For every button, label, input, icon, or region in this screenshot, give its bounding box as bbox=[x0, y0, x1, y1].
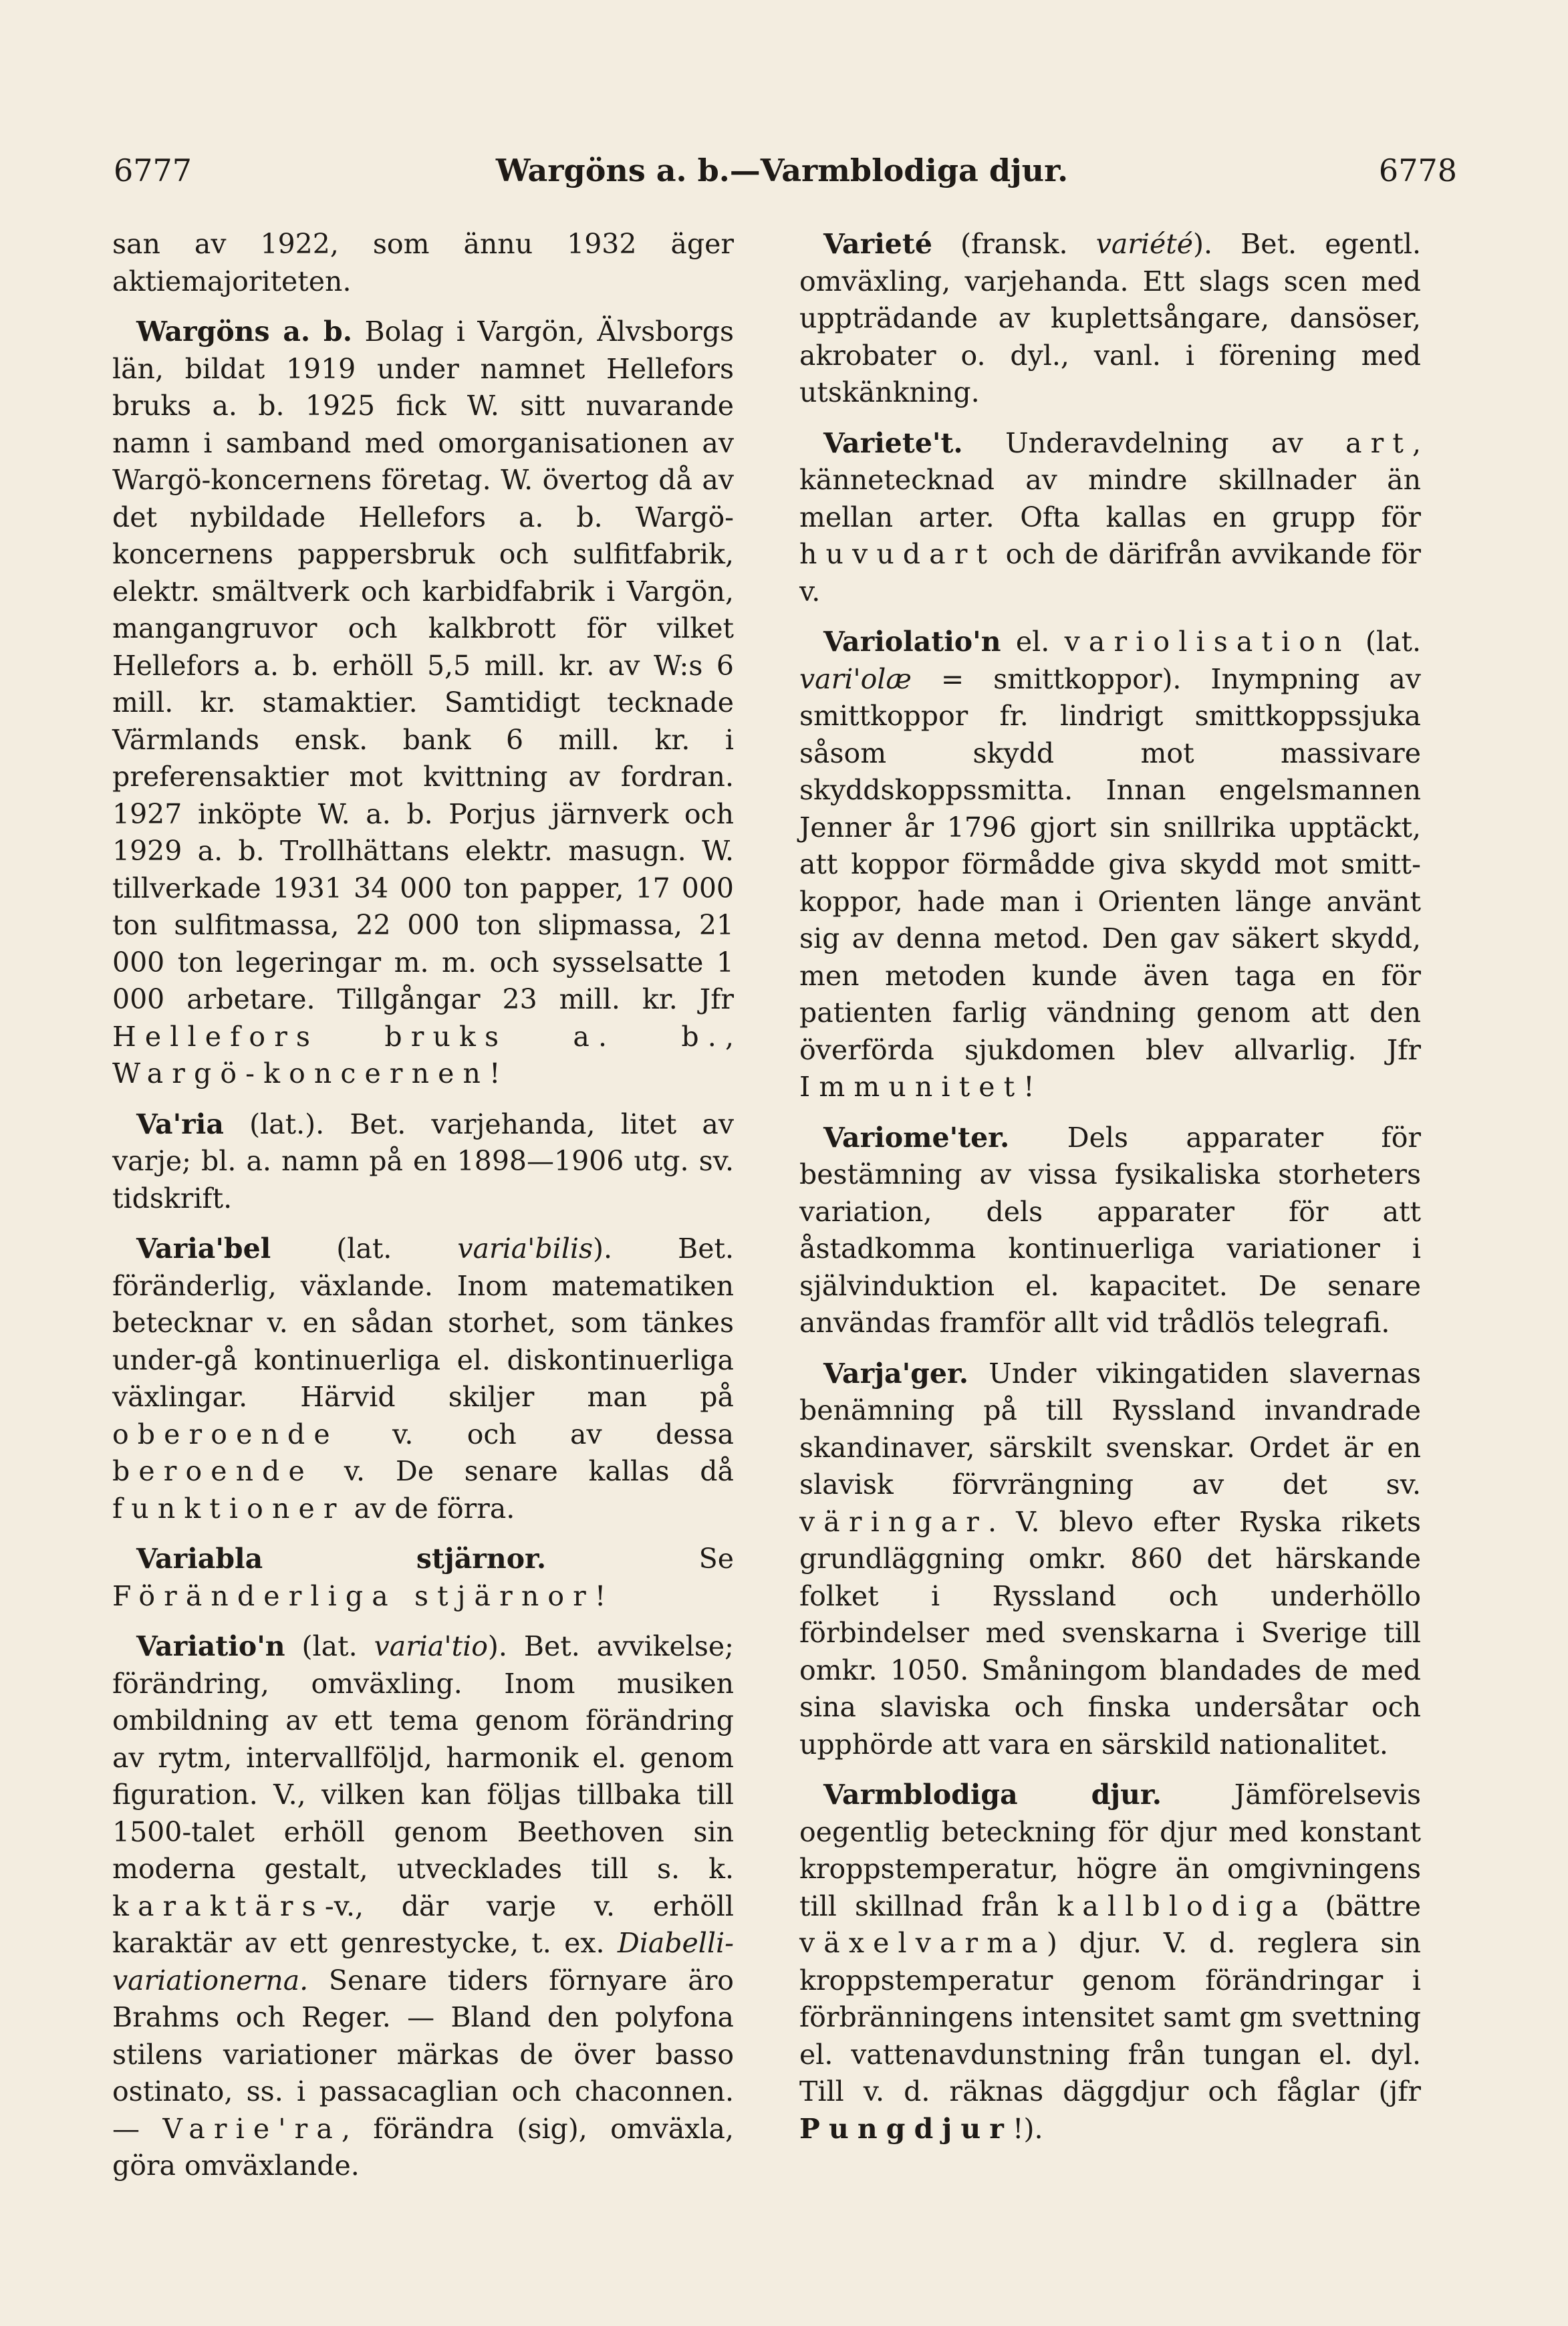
entry-variabel bbox=[112, 1231, 734, 1527]
entry-text: , bbox=[725, 1020, 734, 1053]
page-number-right: 6778 bbox=[1378, 152, 1457, 188]
cross-reference: Wargö-koncernen bbox=[112, 1057, 490, 1089]
entry-text: och de därifrån avvikande för v. bbox=[799, 538, 1421, 608]
headword: Variome'ter. bbox=[823, 1121, 1010, 1154]
headword: Varia'bel bbox=[136, 1233, 271, 1265]
entry-text: san av 1922, som ännu 1932 äger aktiemajoriteten. bbox=[112, 228, 734, 297]
entry-wargons bbox=[112, 313, 734, 1093]
entry-text: Senare tiders förnyare äro Brahms och Reger. — Bland den polyfona stilens variationer märkas de över basso ostinato, ss. i passacaglian och chaconnen. — bbox=[112, 1964, 734, 2145]
entry-text: av de förra. bbox=[345, 1492, 515, 1525]
headword: Variete't. bbox=[823, 426, 963, 459]
entry-text: ! bbox=[1023, 1071, 1035, 1103]
headword: Wargöns a. b. bbox=[136, 315, 352, 348]
entry-text: ) djur. V. d. reglera sin kroppstemperatur genom förändringar i förbränningens intensitet samt gm svettning el. vattenavdunstning från tungan el. dyl. Till v. d. räknas däggdjur och fåglar (jfr bbox=[799, 1927, 1421, 2107]
spaced-term: huvudart bbox=[799, 538, 997, 570]
headword: Varieté bbox=[823, 228, 932, 260]
entry-text: Jämförelsevis oegentlig beteckning för djur med konstant kroppstemperatur, högre än omgivningens till skillnad från bbox=[799, 1779, 1421, 1922]
cross-reference: Immunitet bbox=[799, 1071, 1024, 1103]
entry-text: (lat.). Bet. varjehanda, litet av varje; bl. a. namn på en 1898—1906 utg. sv. tidskrift. bbox=[112, 1108, 734, 1214]
entry-text: (lat. bbox=[1350, 626, 1421, 658]
entry-variation bbox=[112, 1628, 734, 2185]
entry-varmblodiga-djur bbox=[799, 1777, 1421, 2148]
entry-text: = smittkoppor). Inympning av smittkoppor fr. lindrigt smittkoppssjuka såsom skydd mot massivare skyddskoppssmitta. Innan engelsmannen Jenner år 1796 gjort sin snillrika upptäckt, att koppor förmådde giva skydd mot smitt-koppor, hade man i Orienten länge använt sig av denna metod. Den gav säkert skydd, men metoden kunde även taga en för patienten farlig vändning genom att den överförda sjukdomen blev allvarlig. Jfr bbox=[799, 662, 1421, 1066]
italic-term: Diabelli-variationerna. bbox=[112, 1927, 734, 1996]
entry-text: , förändra (sig), omväxla, göra omväxlande. bbox=[112, 2112, 734, 2182]
spaced-term: beroende bbox=[112, 1455, 313, 1487]
running-title: Wargöns a. b.—Varmblodiga djur. bbox=[495, 152, 1069, 188]
entry-text: v. och av dessa bbox=[338, 1418, 734, 1450]
entry-variete bbox=[799, 226, 1421, 412]
cross-reference: Föränderliga stjärnor bbox=[112, 1579, 595, 1612]
headword: Variabla stjärnor. bbox=[136, 1543, 547, 1575]
spaced-term: art bbox=[1345, 426, 1412, 459]
entry-text: ). Bet. egentl. omväxling, varjehanda. Ett slags scen med uppträdande av kuplettsångare, dansöser, akrobater o. dyl., vanl. i förening med utskänkning. bbox=[799, 228, 1422, 408]
entry-text: . V. blevo efter Ryska rikets grundläggning omkr. 860 det härskande folket i Ryssland och underhöllo förbindelser med svenskarna i Sverige till omkr. 1050. Småningom blandades de med sina slaviska och finska undersåtar och upphörde att vara en särskild nationalitet. bbox=[799, 1505, 1421, 1761]
spaced-term: oberoende bbox=[112, 1418, 339, 1450]
french-term: variété bbox=[1095, 228, 1194, 260]
entry-variometer bbox=[799, 1120, 1421, 1342]
entry-text: (lat. bbox=[271, 1233, 458, 1265]
entry-text: Bolag i Vargön, Älvsborgs län, bildat 1919 under namnet Hellefors bruks a. b. 1925 fick W. sitt nuvarande namn i samband med omorganisationen av Wargö-koncernens företag. W. övertog då av det nybildade Hellefors a. b. Wargö-koncernens pappersbruk och sulfitfabrik, elektr. smältverk och karbidfabrik i Vargön, mangangruvor och kalkbrott för vilket Hellefors a. b. erhöll 5,5 mill. kr. av W:s 6 mill. kr. stamaktier. Samtidigt tecknade Värmlands ensk. bank 6 mill. kr. i preferensaktier mot kvittning av fordran. 1927 inköpte W. a. b. Porjus järnverk och 1929 a. b. Trollhättans elektr. masugn. W. tillverkade 1931 34 000 ton papper, 17 000 ton sulfitmassa, 22 000 ton slipmassa, 21 000 ton legeringar m. m. och sysselsatte 1 000 arbetare. Tillgångar 23 mill. kr. Jfr bbox=[112, 315, 734, 1015]
entry-text: !). bbox=[1013, 2112, 1043, 2145]
entry-text: v. De senare kallas då bbox=[313, 1455, 734, 1487]
latin-term: vari'olæ bbox=[799, 662, 912, 695]
entry-text: ). Bet. avvikelse; förändring, omväxling. Inom musiken ombildning av ett tema genom förändring av rytm, intervallföljd, harmonik el. genom figuration. V., vilken kan följas tillbaka till 1500-talet erhöll genom Beethoven sin moderna gestalt, utvecklades till s. k. bbox=[112, 1630, 734, 1885]
entry-text: , kännetecknad av mindre skillnader än mellan arter. Ofta kallas en grupp för bbox=[799, 426, 1421, 533]
entry-text: Se bbox=[546, 1543, 734, 1575]
spaced-term: karaktärs bbox=[112, 1890, 325, 1922]
entry-varia bbox=[112, 1106, 734, 1218]
entry-text: ! bbox=[489, 1057, 501, 1089]
headword: Varja'ger. bbox=[823, 1357, 969, 1390]
entry-text: (lat. bbox=[285, 1630, 374, 1662]
page-number-left: 6777 bbox=[114, 152, 192, 188]
left-column bbox=[112, 226, 734, 2198]
page-header bbox=[107, 152, 1457, 206]
entry-variolation bbox=[799, 624, 1421, 1106]
spaced-term: funktioner bbox=[112, 1492, 346, 1525]
right-column bbox=[799, 226, 1421, 2161]
entry-text: ! bbox=[594, 1579, 606, 1612]
entry-text: ). Bet. föränderlig, växlande. Inom matematiken betecknar v. en sådan storhet, som tänkes under-gå kontinuerliga el. diskontinuerliga växlingar. Härvid skiljer man på bbox=[112, 1233, 734, 1413]
entry-varjager bbox=[799, 1355, 1421, 1764]
latin-term: varia'tio bbox=[374, 1630, 488, 1662]
headword: Variatio'n bbox=[136, 1630, 285, 1662]
cross-reference: kallblodiga bbox=[1057, 1890, 1307, 1922]
headword: Va'ria bbox=[136, 1108, 224, 1140]
entry-varietet bbox=[799, 425, 1421, 611]
latin-term: varia'bilis bbox=[457, 1233, 594, 1265]
entry-text: (bättre bbox=[1307, 1890, 1421, 1922]
entry-text: Under vikingatiden slavernas benämning på till Ryssland invandrade skandinaver, särskilt svenskar. Ordet är en slavisk förvrängning av det sv. bbox=[799, 1357, 1421, 1501]
entry-text: -v., där varje v. erhöll karaktär av ett genrestycke, t. ex. bbox=[112, 1890, 734, 1959]
cross-reference: Pungdjur bbox=[799, 2112, 1013, 2145]
headword: Variolatio'n bbox=[823, 626, 1001, 658]
entry-variabla-stjarnor bbox=[112, 1541, 734, 1615]
cross-reference: Hellefors bruks a. b. bbox=[112, 1020, 725, 1053]
cross-reference: växelvarma bbox=[799, 1927, 1047, 1959]
entry-text: Underavdelning av bbox=[962, 426, 1346, 459]
entry-text: (fransk. bbox=[932, 228, 1096, 260]
entry-continuation bbox=[112, 226, 734, 300]
headword: Varmblodiga djur. bbox=[823, 1779, 1162, 1811]
entry-text: Dels apparater för bestämning av vissa fysikaliska storheters variation, dels apparater för att åstadkomma kontinuerliga variationer i självinduktion el. kapacitet. De senare användas framför allt vid trådlös telegrafi. bbox=[799, 1121, 1421, 1339]
spaced-term: variolisation bbox=[1064, 626, 1351, 658]
spaced-term: Varie'ra bbox=[162, 2112, 342, 2145]
spaced-term: väringar bbox=[799, 1505, 988, 1538]
entry-text: el. bbox=[1001, 626, 1065, 658]
